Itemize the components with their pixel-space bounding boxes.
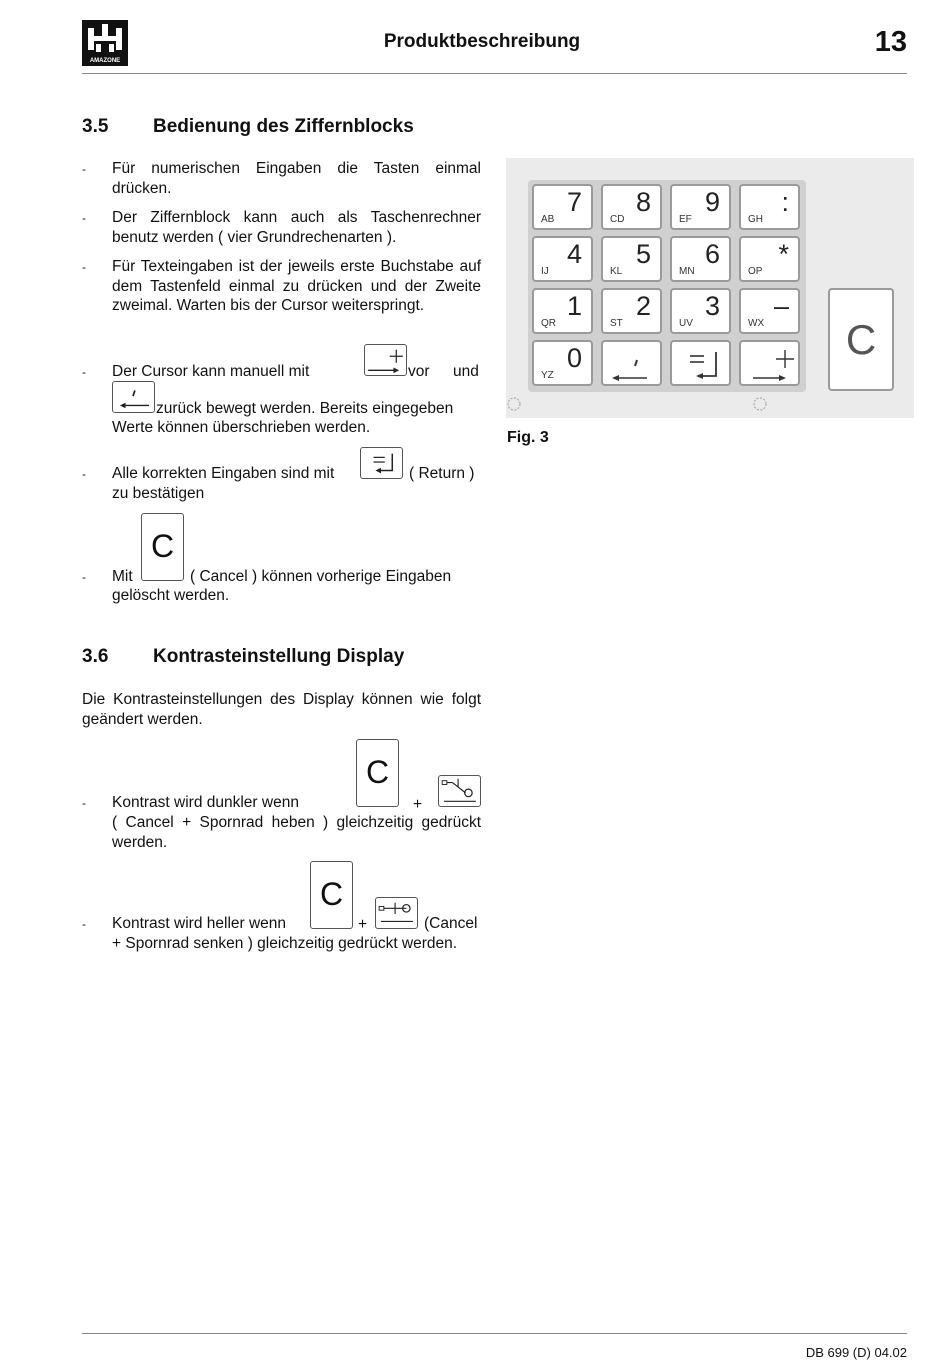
darker-text-a: Kontrast wird dunkler wenn: [112, 794, 299, 811]
key-digit: –: [773, 291, 789, 321]
key-digit: 3: [704, 291, 720, 321]
bullet-dash: -: [82, 162, 86, 176]
keypad-key-minus: [739, 288, 800, 334]
list-item: Der Ziffernblock kann auch als Taschenrechner benutz werden ( vier Grundrechenarten ).: [112, 209, 481, 246]
keypad-key-2: [601, 288, 662, 334]
footer-doc-id: DB 699 (D) 04.02: [805, 1345, 907, 1360]
keypad-key-3: [670, 288, 731, 334]
cursor-text-e: Werte können überschrieben werden.: [112, 419, 371, 436]
bullet-dash: -: [82, 917, 86, 931]
bullet-dash: -: [82, 467, 86, 481]
cancel-text-b: ( Cancel ) können vorherige Eingaben: [190, 568, 452, 585]
keypad-key-return: [670, 340, 731, 386]
keypad-key-colon: [739, 184, 800, 230]
header-rule: [82, 73, 907, 74]
keypad-key-4: [532, 236, 593, 282]
amazone-logo: [82, 20, 128, 66]
cancel-text-c: gelöscht werden.: [112, 587, 230, 604]
key-digit: 7: [566, 187, 582, 217]
key-letters: GH: [748, 214, 763, 225]
page-header-title: Produktbeschreibung: [383, 31, 581, 52]
bullet-dash: -: [82, 570, 86, 584]
return-key-icon: [360, 447, 403, 479]
cursor-forward-icon: [741, 342, 798, 384]
key-letters: KL: [610, 266, 623, 277]
key-letters: QR: [541, 318, 556, 329]
screw-icon: [752, 396, 768, 412]
cancel-text-a: Mit: [112, 568, 133, 585]
cursor-text-c: und: [453, 363, 479, 380]
key-digit: :: [781, 187, 789, 217]
cursor-text-b: vor: [408, 363, 430, 380]
darker-text-b: ( Cancel + Spornrad heben ) gleichzeitig gedrückt werden.: [112, 814, 481, 851]
lighter-text-c: + Spornrad senken ) gleichzeitig gedrückt werden.: [112, 935, 458, 952]
section-title: Kontrasteinstellung Display: [153, 646, 405, 667]
return-text-a: Alle korrekten Eingaben sind mit: [112, 465, 335, 482]
key-letters: EF: [679, 214, 692, 225]
bullet-dash: -: [82, 365, 86, 379]
section-number: 3.6: [82, 646, 109, 667]
key-digit: 5: [635, 239, 651, 269]
key-digit: 8: [635, 187, 651, 217]
return-text-c: zu bestätigen: [112, 485, 205, 502]
key-digit: 6: [704, 239, 720, 269]
return-text-b: ( Return ): [409, 465, 475, 482]
figure-caption: Fig. 3: [507, 429, 549, 446]
keypad-key-1: [532, 288, 593, 334]
section-3-6-heading: [82, 646, 502, 670]
key-letters: AB: [541, 214, 555, 225]
plus-sign: +: [413, 796, 423, 813]
section-title: Bedienung des Ziffernblocks: [153, 116, 414, 137]
cursor-text-a: Der Cursor kann manuell mit: [112, 363, 310, 380]
lighter-text-b: (Cancel: [424, 915, 478, 932]
bullet-dash: -: [82, 211, 86, 225]
keypad-key-cursor-back: [601, 340, 662, 386]
key-digit: *: [778, 239, 789, 269]
list-item: Für Texteingaben ist der jeweils erste Buchstabe auf dem Tastenfeld einmal zu drücken und der Zweite zweimal. Warten bis der Cursor weiterspringt.: [112, 258, 481, 314]
footer-rule: [82, 1333, 907, 1334]
key-digit: 1: [566, 291, 582, 321]
page-number: 13: [874, 26, 907, 58]
keypad-key-5: [601, 236, 662, 282]
keypad-key-6: [670, 236, 731, 282]
logo-wordmark: AMAZONE: [89, 58, 121, 64]
lighter-text-a: Kontrast wird heller wenn: [112, 915, 287, 932]
section-number: 3.5: [82, 116, 109, 137]
spur-wheel-raise-key-icon: [438, 775, 481, 807]
key-digit: 9: [704, 187, 720, 217]
cancel-key-icon: C: [356, 739, 399, 807]
keypad-key-multiply: [739, 236, 800, 282]
keypad-key-cancel: C: [828, 288, 894, 391]
key-letters: MN: [679, 266, 695, 277]
keypad-figure: [506, 158, 914, 418]
cancel-key-icon: C: [141, 513, 184, 581]
bullet-dash: -: [82, 796, 86, 810]
key-letters: CD: [610, 214, 625, 225]
cursor-text-d: zurück bewegt werden. Bereits eingegeben: [156, 400, 454, 417]
screw-icon: [506, 396, 522, 412]
key-letters: UV: [679, 318, 693, 329]
plus-sign: +: [358, 916, 368, 933]
cursor-forward-key-icon: [364, 344, 407, 376]
key-digit: 0: [566, 343, 582, 373]
key-letters: WX: [748, 318, 765, 329]
cursor-back-icon: [603, 342, 660, 384]
key-letters: ST: [610, 318, 623, 329]
keypad-key-7: [532, 184, 593, 230]
key-digit: 4: [566, 239, 582, 269]
keypad-key-9: [670, 184, 731, 230]
keypad-key-cursor-forward: [739, 340, 800, 386]
keypad-key-8: [601, 184, 662, 230]
key-letters: OP: [748, 266, 763, 277]
cursor-back-key-icon: [112, 381, 155, 413]
bullet-dash: -: [82, 260, 86, 274]
key-digit: 2: [635, 291, 651, 321]
keypad-key-0: [532, 340, 593, 386]
cancel-key-icon: C: [310, 861, 353, 929]
return-icon: [672, 342, 729, 384]
list-item: Für numerischen Eingaben die Tasten einmal drücken.: [112, 160, 481, 197]
spur-wheel-lower-key-icon: [375, 897, 418, 929]
section-intro: Die Kontrasteinstellungen des Display können wie folgt geändert werden.: [82, 691, 481, 728]
key-letters: IJ: [541, 266, 549, 277]
key-letters: YZ: [541, 370, 554, 381]
section-3-5-heading: [82, 116, 502, 140]
